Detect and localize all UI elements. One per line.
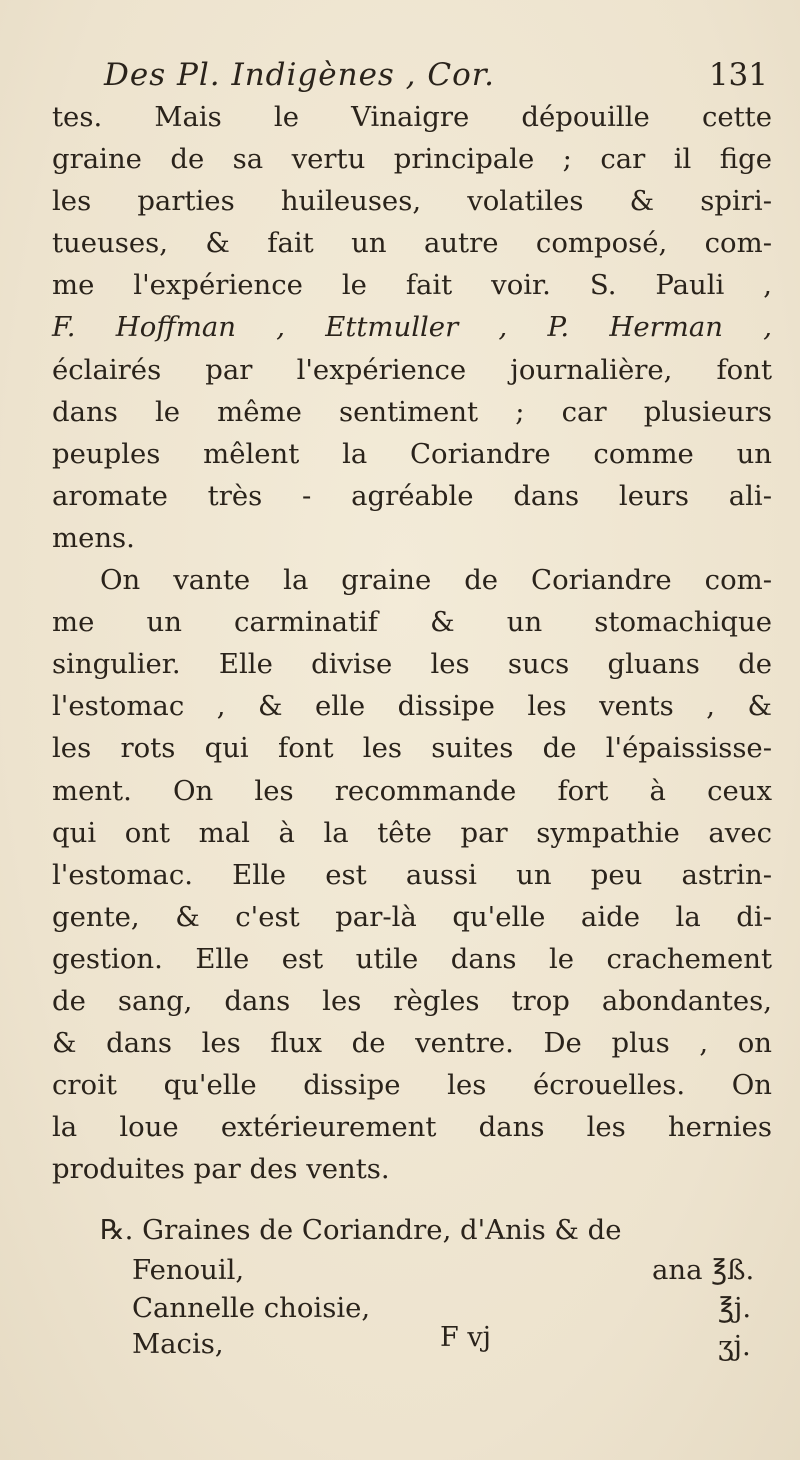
text-line: & dans les flux de ventre. De plus , on	[52, 1027, 772, 1060]
recipe-line: Fenouil,	[132, 1254, 245, 1286]
recipe-line: Cannelle choisie,	[132, 1292, 371, 1324]
text-line: mens.	[52, 521, 135, 554]
text-line: l'estomac , & elle dissipe les vents , &	[52, 690, 772, 723]
text-line: l'estomac. Elle est aussi un peu astrin-	[52, 858, 772, 891]
recipe-line: Macis,	[132, 1328, 224, 1360]
text-line: dans le même sentiment ; car plusieurs	[52, 395, 772, 428]
text-line: graine de sa vertu principale ; car il fige	[52, 143, 772, 176]
text-line: tueuses, & fait un autre composé, com-	[52, 227, 772, 260]
page-header	[104, 52, 768, 98]
text-line: gente, & c'est par-là qu'elle aide la di-	[52, 900, 772, 933]
text-line: la loue extérieurement dans les hernies	[52, 1111, 772, 1144]
page-number: 131	[708, 57, 768, 93]
text-line: me l'expérience le fait voir. S. Pauli ,	[52, 269, 772, 302]
text-line: de sang, dans les règles trop abondantes,	[52, 984, 772, 1017]
text-line: les rots qui font les suites de l'épaississe-	[52, 732, 772, 765]
text-line: éclairés par l'expérience journalière, font	[52, 353, 772, 386]
signature-mark: F vj	[440, 1322, 491, 1353]
recipe-dose: ℥j.	[718, 1292, 752, 1324]
running-title: Des Pl. Indigènes , Cor.	[104, 57, 496, 93]
text-line: qui ont mal à la tête par sympathie avec	[52, 816, 772, 849]
text-line: produites par des vents.	[52, 1153, 390, 1186]
recipe-dose: ana ℥ß.	[652, 1254, 755, 1286]
text-line: tes. Mais le Vinaigre dépouille cette	[52, 101, 772, 133]
text-line: On vante la graine de Coriandre com-	[100, 564, 772, 597]
text-line: ment. On les recommande fort à ceux	[52, 774, 772, 807]
recipe-dose: ʒj.	[718, 1330, 751, 1362]
text-line: peuples mêlent la Coriandre comme un	[52, 437, 772, 470]
recipe-line: ℞. Graines de Coriandre, d'Anis & de	[100, 1214, 622, 1246]
text-line: croit qu'elle dissipe les écrouelles. On	[52, 1069, 772, 1102]
text-line: singulier. Elle divise les sucs gluans de	[52, 648, 772, 681]
text-line: F. Hoffman , Ettmuller , P. Herman ,	[52, 311, 772, 344]
text-line: me un carminatif & un stomachique	[52, 606, 772, 639]
text-line: les parties huileuses, volatiles & spiri-	[52, 185, 772, 218]
text-line: aromate très - agréable dans leurs ali-	[52, 479, 772, 512]
body-text	[52, 96, 772, 1190]
text-line: gestion. Elle est utile dans le crachement	[52, 942, 772, 975]
